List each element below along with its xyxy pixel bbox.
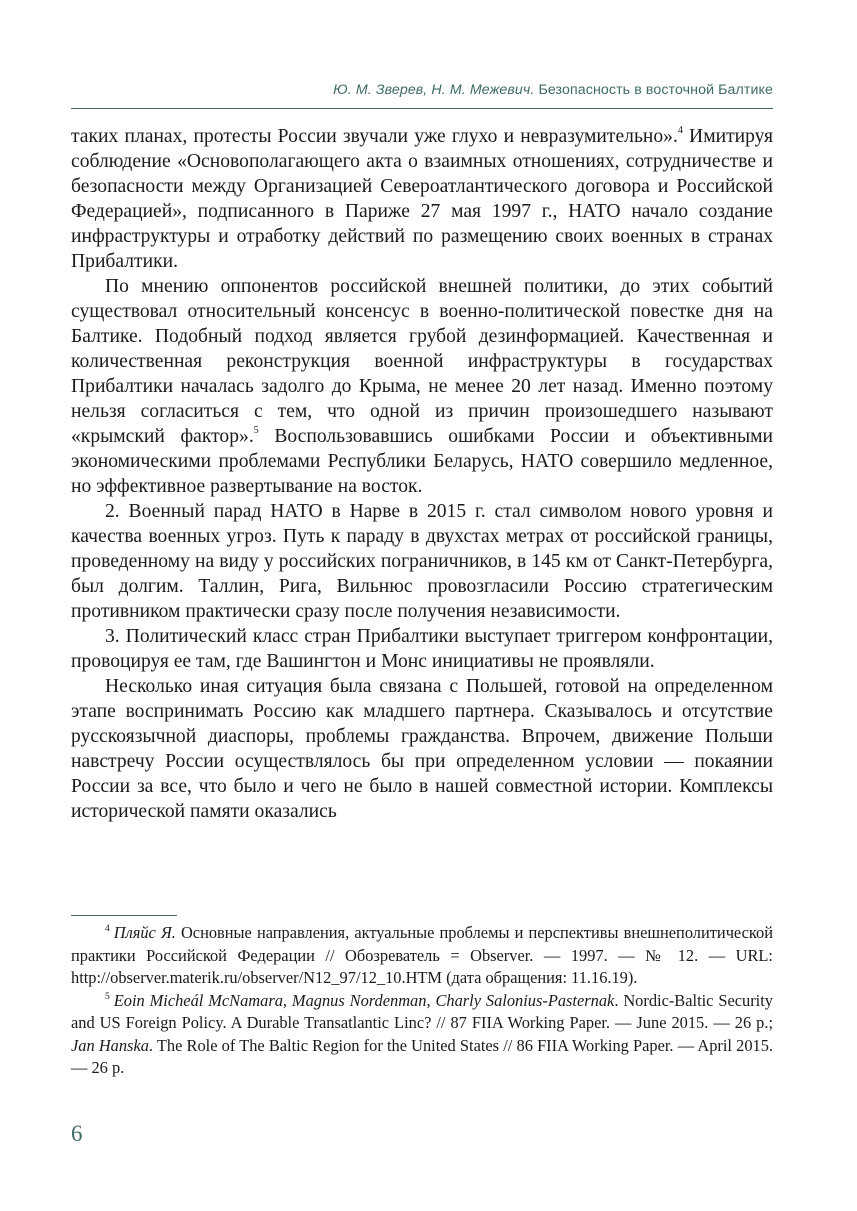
- footnote-ref-4[interactable]: 4: [677, 125, 683, 136]
- footnote-4: $^4$ Пляйс Я. Основные направления, актуальные проблемы и перспективы внешнеполитической практики Российской Федерации // Обозреватель = Observer. — 1997. — № 12. — URL: http://observer.materik.ru/observer/N12_97/12_10.HTM (дата обращения: 11.16.19).: [71, 923, 773, 987]
- running-head-title: Безопасность в восточной Балтике: [538, 82, 773, 98]
- header-rule: [71, 108, 773, 109]
- paragraph-5: Несколько иная ситуация была связана с Польшей, готовой на определенном этапе воспринимать Россию как младшего партнера. Сказывалось и отсутствие русскоязычной диаспоры, проблемы гражданства. Впрочем, движение Польши навстречу России осуществлялось бы при определенном условии — покаянии России за все, что было и чего не было в нашей совместной истории. Комплексы исторической памяти оказались: [71, 676, 773, 822]
- body-text: [71, 124, 773, 824]
- paragraph-2: По мнению оппонентов российской внешней политики, до этих событий существовал относительный консенсус в военно-политической повестке дня на Балтике. Подобный подход является грубой дезинформацией. Качественная и количественная реконструкция военной инфраструктуры в государствах Прибалтики началась задолго до Крыма, не менее 20 лет назад. Именно поэтому нельзя согласиться с тем, что одной из причин произошедшего называют «крымский фактор».$^5$ Воспользовавшись ошибками России и объективными экономическими проблемами Республики Беларусь, НАТО совершило медленное, но эффективное развертывание на восток.: [71, 276, 773, 497]
- paragraph-3: 2. Военный парад НАТО в Нарве в 2015 г. стал символом нового уровня и качества военных угроз. Путь к параду в двухстах метрах от российской границы, проведенному на виду у российских пограничников, в 145 км от Санкт-Петербурга, был долгим. Таллин, Рига, Вильнюс провозгласили Россию стратегическим противником практически сразу после получения независимости.: [71, 501, 773, 622]
- running-head: [71, 82, 773, 98]
- paragraph-4: 3. Политический класс стран Прибалтики выступает триггером конфронтации, провоцируя ее там, где Вашингтон и Монс инициативы не проявляли.: [71, 626, 773, 672]
- footnote-author: Пляйс Я.: [113, 923, 176, 942]
- footnote-rule: [71, 915, 177, 916]
- paragraph-1: таких планах, протесты России звучали уже глухо и невразумительно».$^4$ Имитируя соблюдение «Основополагающего акта о взаимных отношениях, сотрудничестве и безопасности между Организацией Североатлантического договора и Российской Федерацией», подписанного в Париже 27 мая 1997 г., НАТО начало создание инфраструктуры и отработку действий по размещению своих военных в странах Прибалтики.: [71, 125, 774, 272]
- footnote-ref-5[interactable]: 5: [253, 425, 259, 436]
- footnote-author: Jan Hanska: [71, 1035, 149, 1055]
- footnotes: [71, 922, 773, 1080]
- page-number: 6: [71, 1121, 83, 1146]
- footnote-number: 5: [105, 991, 110, 1002]
- footnote-number: 4: [105, 924, 110, 934]
- running-head-authors: Ю. М. Зверев, Н. М. Межевич.: [333, 82, 535, 98]
- footnote-5: $^5$ Eoin Micheál McNamara, Magnus Nordenman, Charly Salonius-Pasternak. Nordic-Baltic Security and US Foreign Policy. A Durable Transatlantic Linc? // 87 FIIA Working Paper. — June 2015. — 26 p.; Jan Hanska. The Role of The Baltic Region for the United States // 86 FIIA Working Paper. — April 2015. — 26 p.: [71, 990, 773, 1077]
- footnote-author: Eoin Micheál McNamara, Magnus Nordenman, Charly Salonius-Pasternak: [113, 990, 615, 1010]
